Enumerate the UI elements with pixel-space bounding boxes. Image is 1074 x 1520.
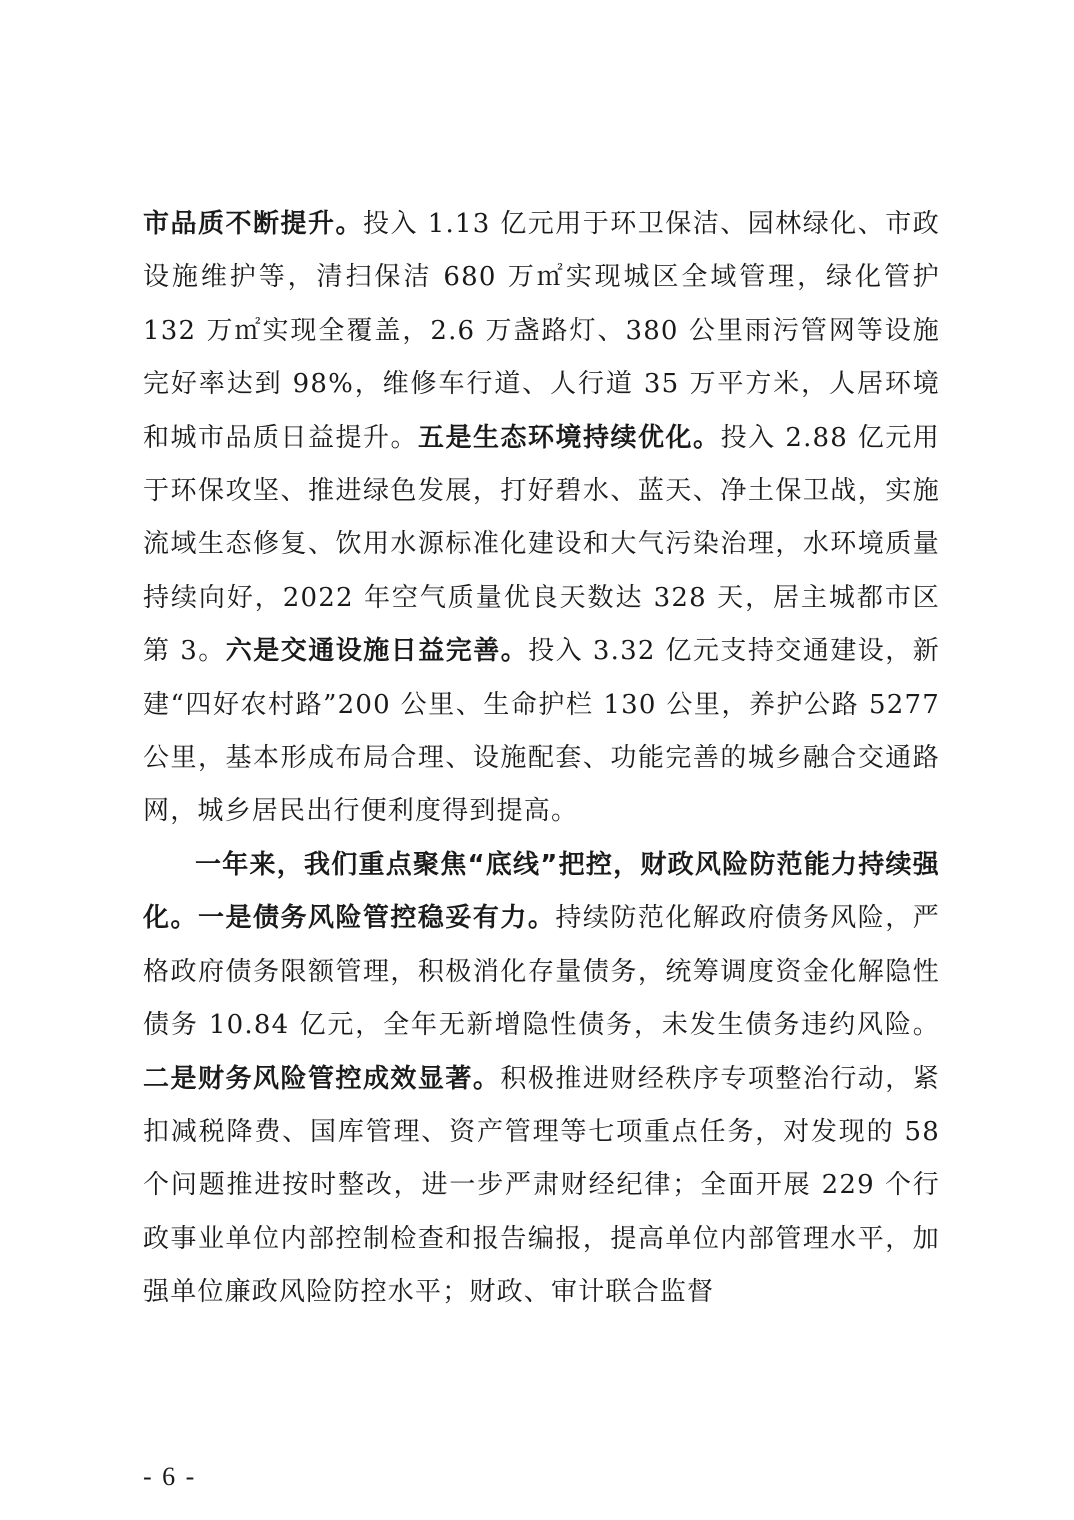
heading-risk-control: 一年来，我们重点聚焦“底线”把控，财政风险防范能力持续强化。 xyxy=(143,849,940,934)
paragraph-2 xyxy=(143,839,940,1320)
text-city-quality: 投入 1.13 亿元用于环卫保洁、园林绿化、市政设施维护等，清扫保洁 680 万㎡实现城区全域管理，绿化管护 132 万㎡实现全覆盖，2.6 万盏路灯、380 公里雨污管网等设施完好率达到 98%，维修车行道、人行道 35 万平方米，人居环境和城市品质日益提升。 xyxy=(143,209,940,453)
heading-city-quality: 市品质不断提升。 xyxy=(143,209,364,239)
heading-ecology: 五是生态环境持续优化。 xyxy=(418,422,721,453)
page-number: - 6 - xyxy=(143,1462,197,1491)
text-finance-risk: 积极推进财经秩序专项整治行动，紧扣减税降费、国库管理、资产管理等七项重点任务，对发现的 58 个问题推进按时整改，进一步严肃财经纪律；全面开展 229 个行政事业单位内部控制检查和报告编报，提高单位内部管理水平，加强单位廉政风险防控水平；财政、审计联合监督 xyxy=(143,1063,940,1308)
text-ecology: 投入 2.88 亿元用于环保攻坚、推进绿色发展，打好碧水、蓝天、净土保卫战，实施流域生态修复、饮用水源标准化建设和大气污染治理，水环境质量持续向好，2022 年空气质量优良天数达 328 天，居主城都市区第 3。 xyxy=(143,422,940,667)
text-debt-risk: 持续防范化解政府债务风险，严格政府债务限额管理，积极消化存量债务，统筹调度资金化解隐性债务 10.84 亿元，全年无新增隐性债务，未发生债务违约风险。 xyxy=(143,903,940,1041)
heading-transport: 六是交通设施日益完善。 xyxy=(225,636,529,667)
text-transport: 投入 3.32 亿元支持交通建设，新建“四好农村路”200 公里、生命护栏 130 公里，养护公路 5277 公里，基本形成布局合理、设施配套、功能完善的城乡融合交通路网，城乡居民出行便利度得到提高。 xyxy=(143,636,940,827)
heading-finance-risk: 二是财务风险管控成效显著。 xyxy=(143,1063,501,1094)
document-body xyxy=(143,198,940,1320)
paragraph-1 xyxy=(143,198,940,839)
heading-debt-risk: 一是债务风险管控稳妥有力。 xyxy=(197,903,556,934)
